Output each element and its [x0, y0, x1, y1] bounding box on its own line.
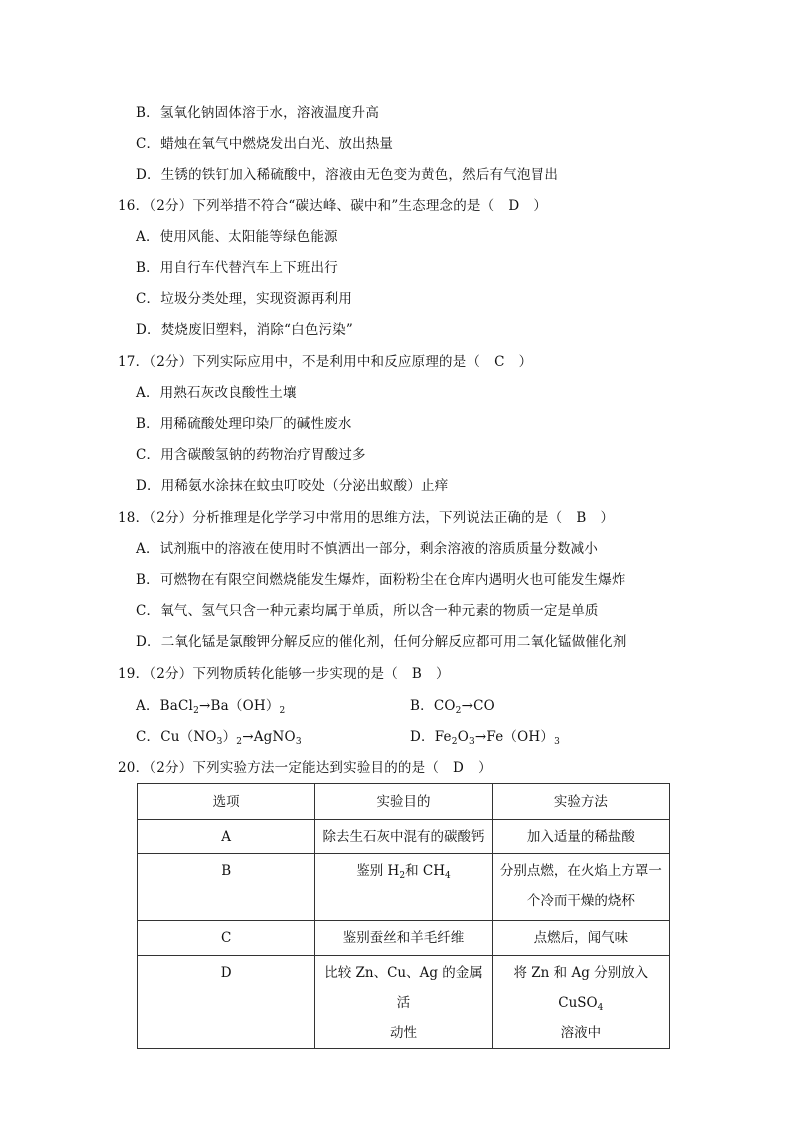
q19-option-c: C．$Cu(NO_3)_2\to AgNO_3$ [136, 729, 302, 747]
q15-option-b: B．氢氧化钠固体溶于水，溶液温度升高 [136, 105, 380, 121]
q16-option-a: A．使用风能、太阳能等绿色能源 [136, 229, 338, 245]
q19-close: ） [436, 666, 450, 682]
header-option: 选项 [138, 784, 315, 820]
row-b-purpose: 鉴别 $H_2$和 $CH_4$ [315, 854, 492, 921]
q16-option-d: D．焚烧废旧塑料，消除“白色污染” [136, 322, 354, 338]
q20-experiment-table [137, 783, 670, 1049]
table-row [138, 820, 670, 854]
q20-close: ） [478, 760, 492, 776]
q18-option-a: A．试剂瓶中的溶液在使用时不慎洒出一部分，剩余溶液的溶质质量分数减小 [136, 541, 599, 557]
q17-answer: C [494, 354, 505, 370]
q19-stem-text: 19．（2分）下列物质转化能够一步实现的是（ [118, 666, 398, 682]
q18-option-b: B．可燃物在有限空间燃烧能发生爆炸，面粉粉尘在仓库内遇明火也可能发生爆炸 [136, 572, 626, 588]
row-d-option: D [138, 956, 315, 1049]
q20-stem-text: 20．（2分）下列实验方法一定能达到实验目的的是（ [118, 760, 440, 776]
q16-answer: D [508, 198, 520, 214]
q16-close: ） [533, 198, 548, 214]
row-a-option: A [138, 820, 315, 854]
q19-option-a: A．$BaCl_2\to Ba(OH)_2$ [136, 698, 286, 716]
row-a-method: 加入适量的稀盐酸 [492, 820, 669, 854]
row-d-purpose: 比较 Zn、Cu、Ag 的金属活 动性 [315, 956, 492, 1049]
header-purpose: 实验目的 [315, 784, 492, 820]
q17-option-d: D．用稀氨水涂抹在蚊虫叮咬处（分泌出蚁酸）止痒 [136, 478, 449, 494]
q19-answer: B [411, 666, 423, 682]
header-method: 实验方法 [492, 784, 669, 820]
q15-option-d: D．生锈的铁钉加入稀硫酸中，溶液由无色变为黄色，然后有气泡冒出 [136, 167, 559, 183]
q17-option-c: C．用含碳酸氢钠的药物治疗胃酸过多 [136, 447, 366, 463]
row-c-method: 点燃后，闻气味 [492, 921, 669, 956]
row-d-method: 将 Zn 和 Ag 分别放入 CuSO$_4$ 溶液中 [492, 956, 669, 1049]
q16-stem-text: 16．（2分）下列举措不符合“碳达峰、碳中和”生态理念的是（ [118, 198, 495, 214]
table-header-row [138, 784, 670, 820]
table-row [138, 956, 670, 1049]
row-a-purpose: 除去生石灰中混有的碳酸钙 [315, 820, 492, 854]
row-b-option: B [138, 854, 315, 921]
q19-option-d: D．$Fe_2O_3\to Fe(OH)_3$ [410, 729, 561, 747]
q17-option-b: B．用稀硫酸处理印染厂的碱性废水 [136, 416, 352, 432]
table-row [138, 854, 670, 921]
row-c-option: C [138, 921, 315, 956]
q20-answer: D [453, 760, 465, 776]
q18-stem [118, 508, 614, 528]
q17-stem-text: 17．（2分）下列实际应用中，不是利用中和反应原理的是（ [118, 354, 481, 370]
q18-option-d: D．二氧化锰是氯酸钾分解反应的催化剂，任何分解反应都可用二氧化锰做催化剂 [136, 634, 627, 650]
q17-option-a: A．用熟石灰改良酸性土壤 [136, 385, 297, 401]
table-row [138, 921, 670, 956]
q16-option-c: C．垃圾分类处理，实现资源再利用 [136, 291, 353, 307]
q15-option-c: C．蜡烛在氧气中燃烧发出白光、放出热量 [136, 136, 394, 152]
q17-stem [118, 352, 532, 372]
q18-option-c: C．氧气、氢气只含一种元素均属于单质，所以含一种元素的物质一定是单质 [136, 603, 599, 619]
q18-answer: B [576, 510, 587, 526]
q19-option-b: B．$CO_2\to CO$ [410, 698, 495, 716]
q20-stem [118, 758, 492, 778]
q17-close: ） [518, 354, 533, 370]
q18-stem-text: 18．（2分）分析推理是化学学习中常用的思维方法，下列说法正确的是（ [118, 510, 563, 526]
q16-option-b: B．用自行车代替汽车上下班出行 [136, 260, 338, 276]
row-c-purpose: 鉴别蚕丝和羊毛纤维 [315, 921, 492, 956]
q19-stem [118, 664, 450, 684]
q16-stem [118, 196, 547, 216]
q18-close: ） [600, 510, 615, 526]
row-b-method: 分别点燃，在火焰上方罩一 个冷而干燥的烧杯 [492, 854, 669, 921]
